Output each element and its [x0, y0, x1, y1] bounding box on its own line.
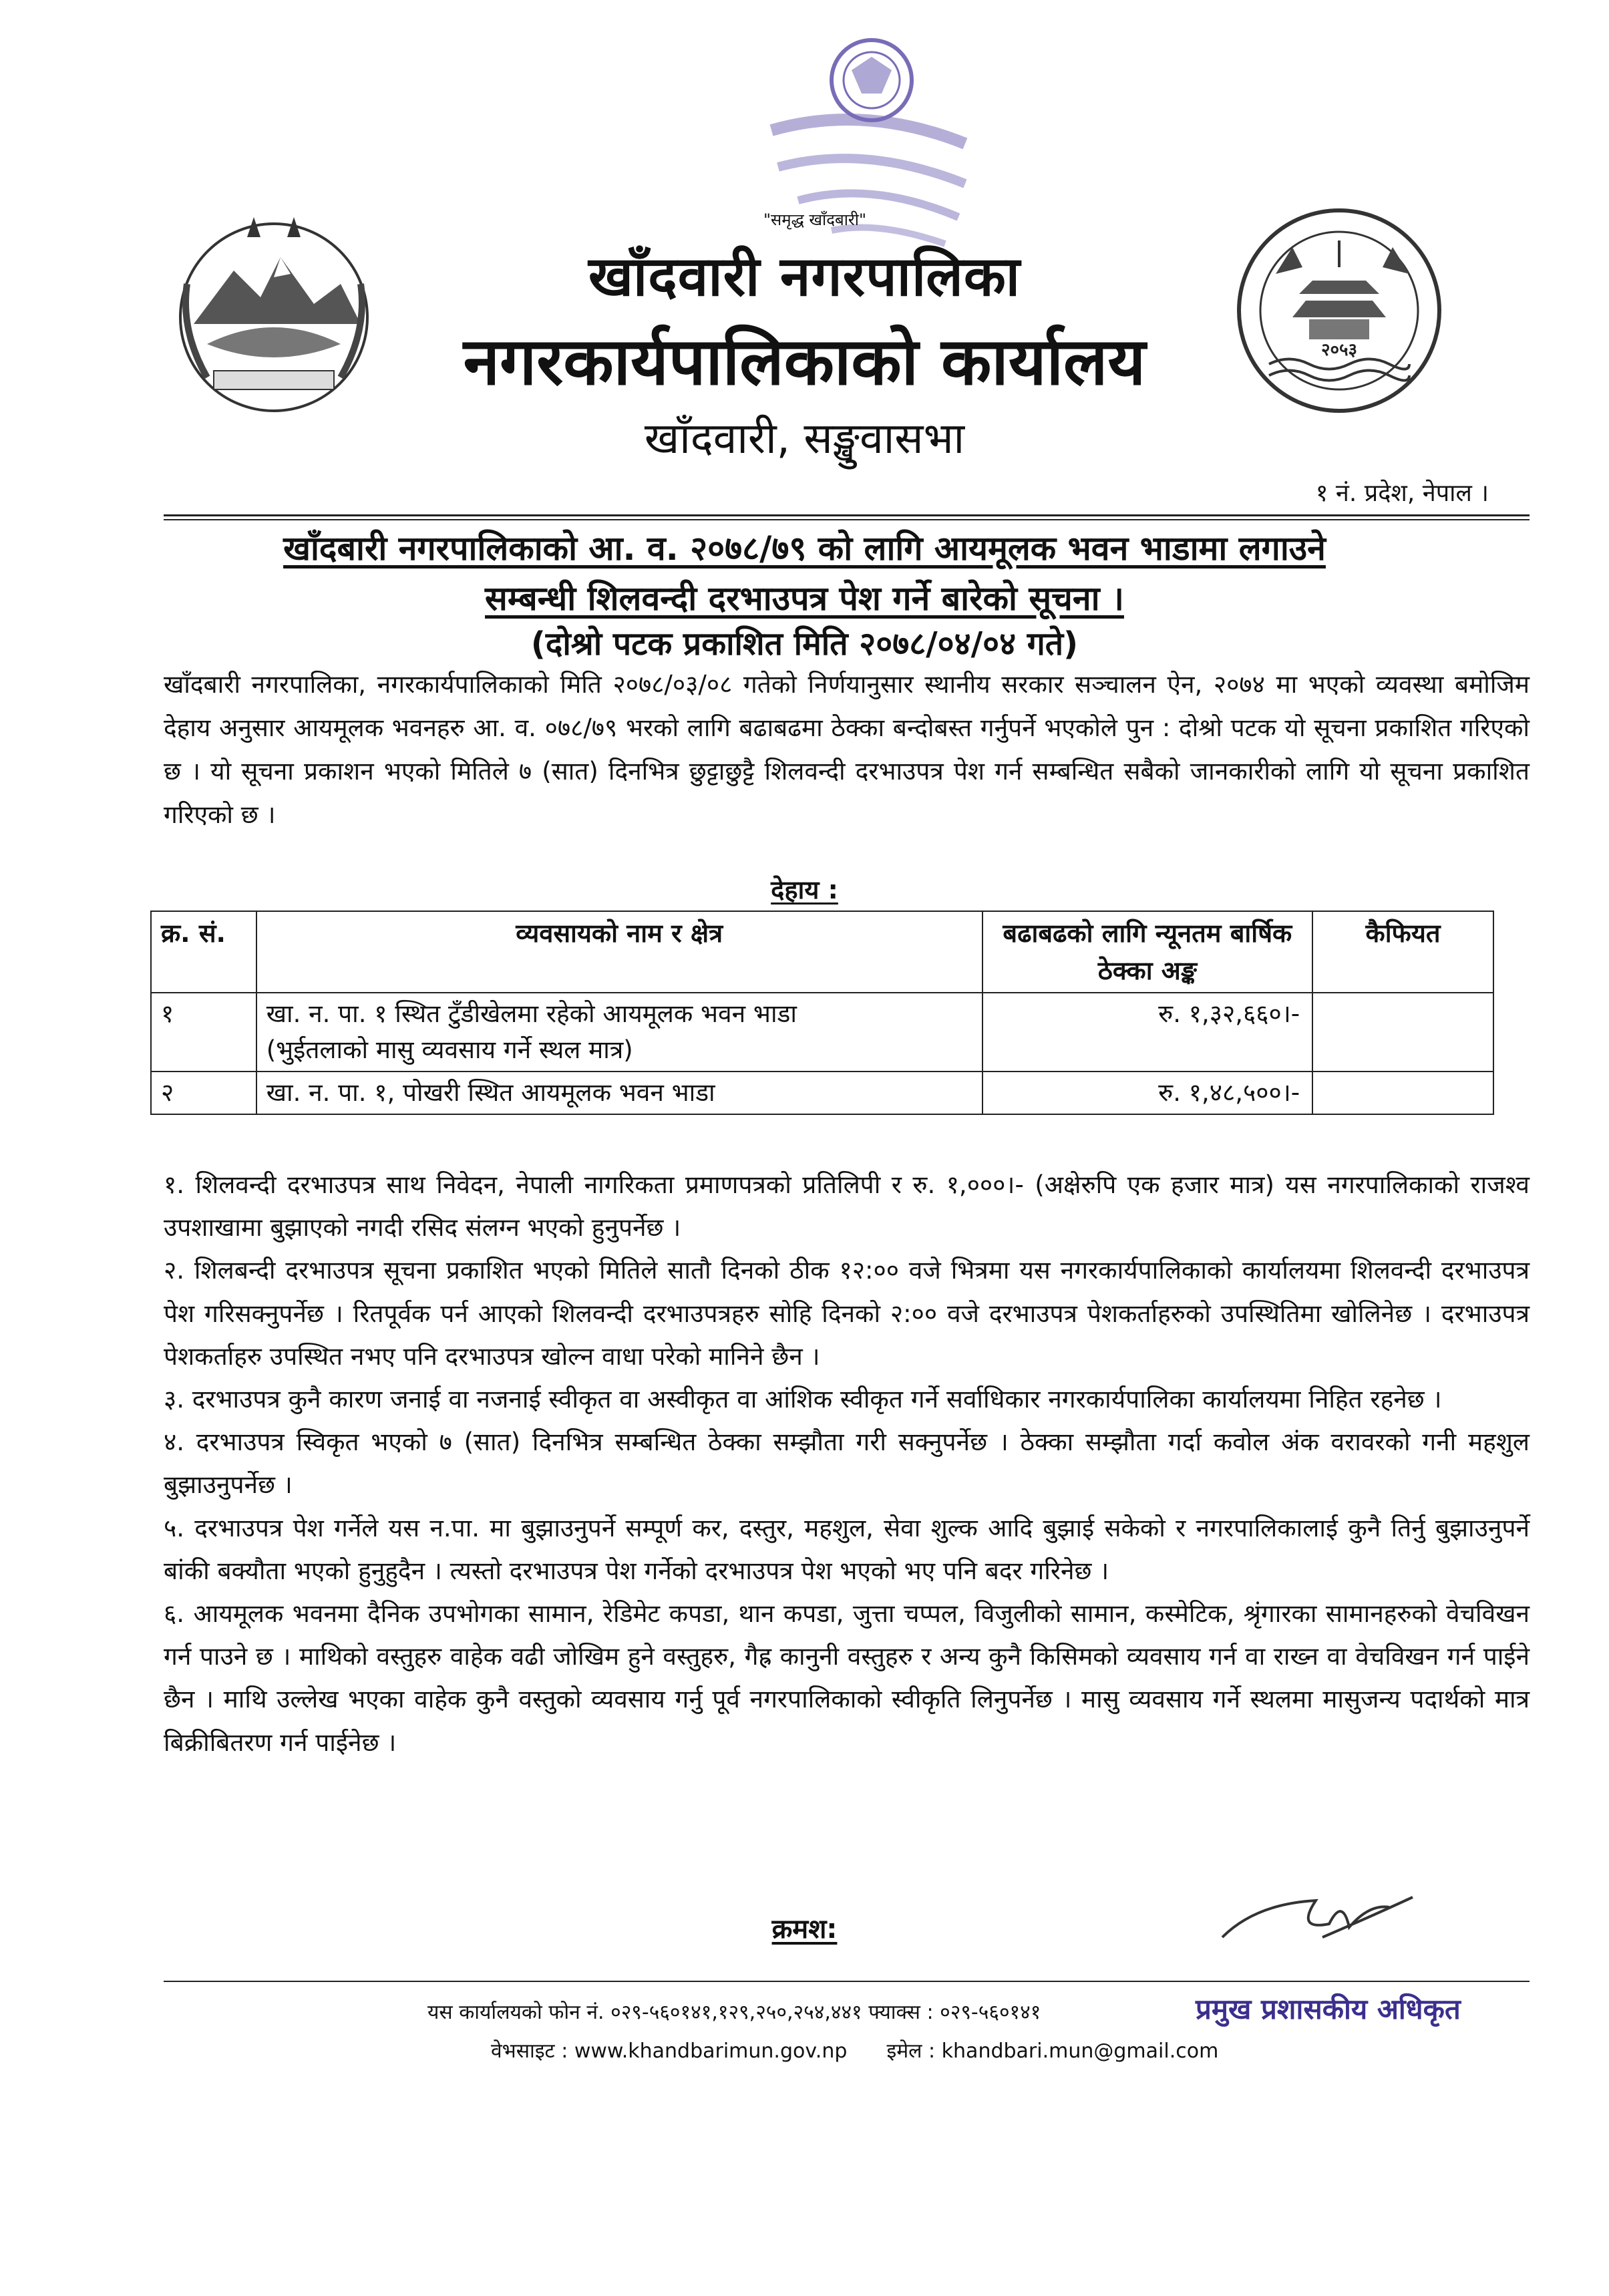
header-divider: [164, 514, 1530, 516]
publication-date: (दोश्रो पटक प्रकाशित मिति २०७८/०४/०४ गते): [530, 625, 1079, 663]
municipality-name: खाँदवारी नगरपालिका: [588, 245, 1021, 309]
row-amount: रु. १,४८,५००।-: [982, 1072, 1313, 1114]
bid-table: [150, 911, 1494, 1115]
row-name: खा. न. पा. १, पोखरी स्थित आयमूलक भवन भाडा: [256, 1072, 982, 1114]
row-name-line2: (भुईतलाको मासु व्यवसाय गर्ने स्थल मात्र): [266, 1035, 633, 1064]
website-link[interactable]: www.khandbarimun.gov.np: [574, 2039, 848, 2063]
row-name-line1: खा. न. पा. १ स्थित टुँडीखेलमा रहेको आयमूलक भवन भाडा: [266, 999, 797, 1028]
email-link[interactable]: khandbari.mun@gmail.com: [941, 2039, 1219, 2063]
row-name: [256, 993, 982, 1072]
row-amount: रु. १,३२,६६०।-: [982, 993, 1313, 1072]
email-label: इमेल :: [886, 2039, 942, 2063]
province-label: १ नं. प्रदेश, नेपाल ।: [1315, 480, 1489, 507]
seal-year-text: २०५३: [1320, 340, 1358, 360]
table-row: [151, 993, 1493, 1072]
header-divider-secondary: [164, 519, 1530, 520]
table-caption: देहाय :: [771, 875, 838, 905]
row-sn: १: [151, 993, 256, 1072]
footer-divider: [164, 1981, 1530, 1982]
conditions-list: [164, 1164, 1530, 1764]
row-remarks: [1312, 993, 1493, 1072]
condition-item: १. शिलवन्दी दरभाउपत्र साथ निवेदन, नेपाली नागरिकता प्रमाणपत्रको प्रतिलिपी र रु. १,०००।- (अक्षेरुपि एक हजार मात्र) यस नगरपालिकाको राजश्व उपशाखामा बुझाएको नगदी रसिद संलग्न भएको हुनुपर्नेछ ।: [164, 1170, 1530, 1243]
col-header-name: व्यवसायको नाम र क्षेत्र: [256, 911, 982, 993]
col-header-remarks: कैफियत: [1312, 911, 1493, 993]
condition-item: ६. आयमूलक भवनमा दैनिक उपभोगका सामान, रेडिमेट कपडा, थान कपडा, जुत्ता चप्पल, विजुलीको सामान, कस्मेटिक, श्रृंगारका सामानहरुको वेचविखन गर्न पाउने छ । माथिको वस्तुहरु वाहेक वढी जोखिम हुने वस्तुहरु, गैह्र कानुनी वस्तुहरु र अन्य कुनै किसिमको व्यवसाय गर्न वा राख्न वा वेचविखन गर्न पाईने छैन । माथि उल्लेख भएका वाहेक कुनै वस्तुको व्यवसाय गर्नु पूर्व नगरपालिकाको स्वीकृति लिनुपर्नेछ । मासु व्यवसाय गर्ने स्थलमा मासुजन्य पदार्थको मात्र बिक्रीबितरण गर्न पाईनेछ ।: [164, 1599, 1530, 1757]
row-sn: २: [151, 1072, 256, 1114]
col-header-sn: क्र. सं.: [151, 911, 256, 993]
contact-phone: यस कार्यालयको फोन नं. ०२९-५६०१४१,१२९,२५०,२५४,४४१ फ्याक्स : ०२९-५६०१४१: [427, 2001, 1041, 2024]
intro-paragraph: खाँदबारी नगरपालिका, नगरकार्यपालिकाको मिति २०७८/०३/०८ गतेको निर्णयानुसार स्थानीय सरकार सञ्चालन ऐन, २०७४ मा भएको व्यवस्था बमोजिम देहाय अनुसार आयमूलक भवनहरु आ. व. ०७८/७९ भरको लागि बढाबढमा ठेक्का बन्दोबस्त गर्नुपर्ने भएकोले पुन : दोश्रो पटक यो सूचना प्रकाशित गरिएको छ । यो सूचना प्रकाशन भएको मितिले ७ (सात) दिनभित्र छुट्टाछुट्टै शिलवन्दी दरभाउपत्र पेश गर्न सम्बन्धित सबैको जानकारीको लागि यो सूचना प्रकाशित गरिएको छ ।: [164, 670, 1530, 829]
website-label: वेभसाइट :: [491, 2039, 574, 2063]
table-row: [151, 1072, 1493, 1114]
motto: "समृद्ध खाँदबारी": [763, 210, 866, 229]
row-remarks: [1312, 1072, 1493, 1114]
condition-item: २. शिलबन्दी दरभाउपत्र सूचना प्रकाशित भएको मितिले सातौ दिनको ठीक १२:०० वजे भित्रमा यस नगरकार्यपालिकाको कार्यालयमा शिलवन्दी दरभाउपत्र पेश गरिसक्नुपर्नेछ । रितपूर्वक पर्न आएको शिलवन्दी दरभाउपत्रहरु सोहि दिनको २:०० वजे दरभाउपत्र पेशकर्ताहरुको उपस्थितिमा खोलिनेछ । दरभाउपत्र पेशकर्ताहरु उपस्थित नभए पनि दरभाउपत्र खोल्न वाधा परेको मानिने छैन ।: [164, 1256, 1530, 1371]
office-location: खाँदवारी, सङ्खुवासभा: [644, 414, 965, 464]
continued-label: क्रमश:: [771, 1914, 838, 1945]
condition-item: ४. दरभाउपत्र स्विकृत भएको ७ (सात) दिनभित्र सम्बन्धित ठेक्का सम्झौता गरी सक्नुपर्नेछ । ठेक्का सम्झौता गर्दा कवोल अंक वरावरको गनी महशुल बुझाउनुपर्नेछ ।: [164, 1428, 1530, 1500]
table-header-row: [151, 911, 1493, 993]
office-name: नगरकार्यपालिकाको कार्यालय: [463, 324, 1146, 400]
notice-subject-line1: खाँदबारी नगरपालिकाको आ. व. २०७८/७९ को लागि आयमूलक भवन भाडामा लगाउने: [283, 529, 1326, 568]
signature-icon: [1216, 1877, 1416, 1951]
contact-web-email: [491, 2036, 1218, 2064]
condition-item: ५. दरभाउपत्र पेश गर्नेले यस न.पा. मा बुझाउनुपर्ने सम्पूर्ण कर, दस्तुर, महशुल, सेवा शुल्क आदि बुझाई सकेको र नगरपालिकालाई कुनै तिर्नु बुझाउनुपर्ने बांकी बक्यौता भएको हुनुहुदैन । त्यस्तो दरभाउपत्र पेश गर्नेको दरभाउपत्र पेश भएको भए पनि बदर गरिनेछ ।: [164, 1513, 1530, 1585]
notice-subject-line2: सम्बन्धी शिलवन्दी दरभाउपत्र पेश गर्ने बारेको सूचना ।: [485, 579, 1124, 618]
cao-stamp: प्रमुख प्रशासकीय अधिकृत: [1196, 1993, 1461, 2025]
col-header-amount: बढाबढको लागि न्यूनतम बार्षिक ठेक्का अङ्क: [982, 911, 1313, 993]
condition-item: ३. दरभाउपत्र कुनै कारण जनाई वा नजनाई स्वीकृत वा अस्वीकृत वा आंशिक स्वीकृत गर्ने सर्वाधिकार नगरकार्यपालिका कार्यालयमा निहित रहनेछ ।: [164, 1385, 1442, 1414]
